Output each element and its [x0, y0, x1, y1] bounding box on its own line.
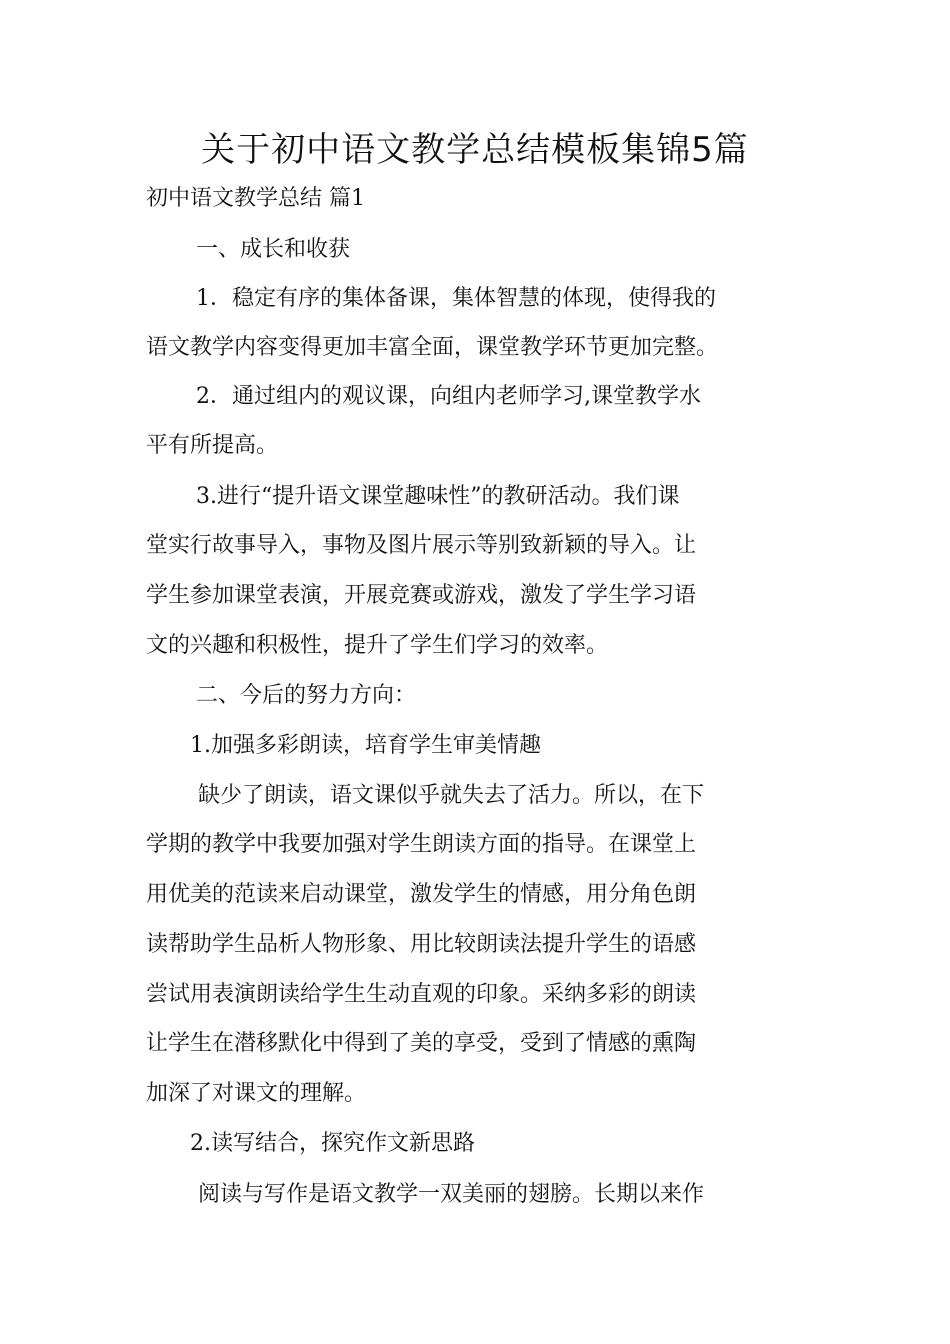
paragraph-line: 学期的教学中我要加强对学生朗读方面的指导。在课堂上 — [146, 832, 697, 857]
paragraph-line: 堂实行故事导入，事物及图片展示等别致新颖的导入。让 — [146, 533, 697, 558]
paragraph-line: 加深了对课文的理解。 — [146, 1081, 367, 1106]
paragraph-line: 阅读与写作是语文教学一双美丽的翅膀。长期以来作 — [198, 1182, 705, 1207]
subheading-item-2: 2.读写结合，探究作文新思路 — [190, 1131, 475, 1156]
paragraph-line: 缺少了朗读，语文课似乎就失去了活力。所以，在下 — [198, 783, 705, 808]
paragraph-line: 学生参加课堂表演，开展竞赛或游戏，激发了学生学习语 — [146, 583, 697, 608]
paragraph-line: 语文教学内容变得更加丰富全面，课堂教学环节更加完整。 — [146, 335, 719, 360]
document-title: 关于初中语文教学总结模板集锦5篇 — [201, 130, 749, 170]
subheading-direction: 二、今后的努力方向： — [196, 683, 417, 708]
paragraph-line: 平有所提高。 — [146, 433, 279, 458]
subheading-growth: 一、成长和收获 — [196, 237, 351, 262]
paragraph-line: 尝试用表演朗读给学生生动直观的印象。采纳多彩的朗读 — [146, 982, 697, 1007]
paragraph-line: 用优美的范读来启动课堂，激发学生的情感，用分角色朗 — [146, 882, 697, 907]
paragraph-line: 3.进行“提升语文课堂趣味性”的教研活动。我们课 — [196, 484, 680, 509]
paragraph-line: 读帮助学生品析人物形象、用比较朗读法提升学生的语感 — [146, 932, 697, 957]
paragraph-line: 文的兴趣和积极性，提升了学生们学习的效率。 — [146, 633, 609, 658]
paragraph-line: 1．稳定有序的集体备课，集体智慧的体现，使得我的 — [196, 286, 716, 311]
subheading-item-1: 1.加强多彩朗读，培育学生审美情趣 — [190, 733, 541, 758]
paragraph-line: 让学生在潜移默化中得到了美的享受，受到了情感的熏陶 — [146, 1031, 697, 1056]
paragraph-line: 2．通过组内的观议课，向组内老师学习,课堂教学水 — [196, 384, 701, 409]
section-heading-1: 初中语文教学总结 篇1 — [146, 186, 365, 211]
